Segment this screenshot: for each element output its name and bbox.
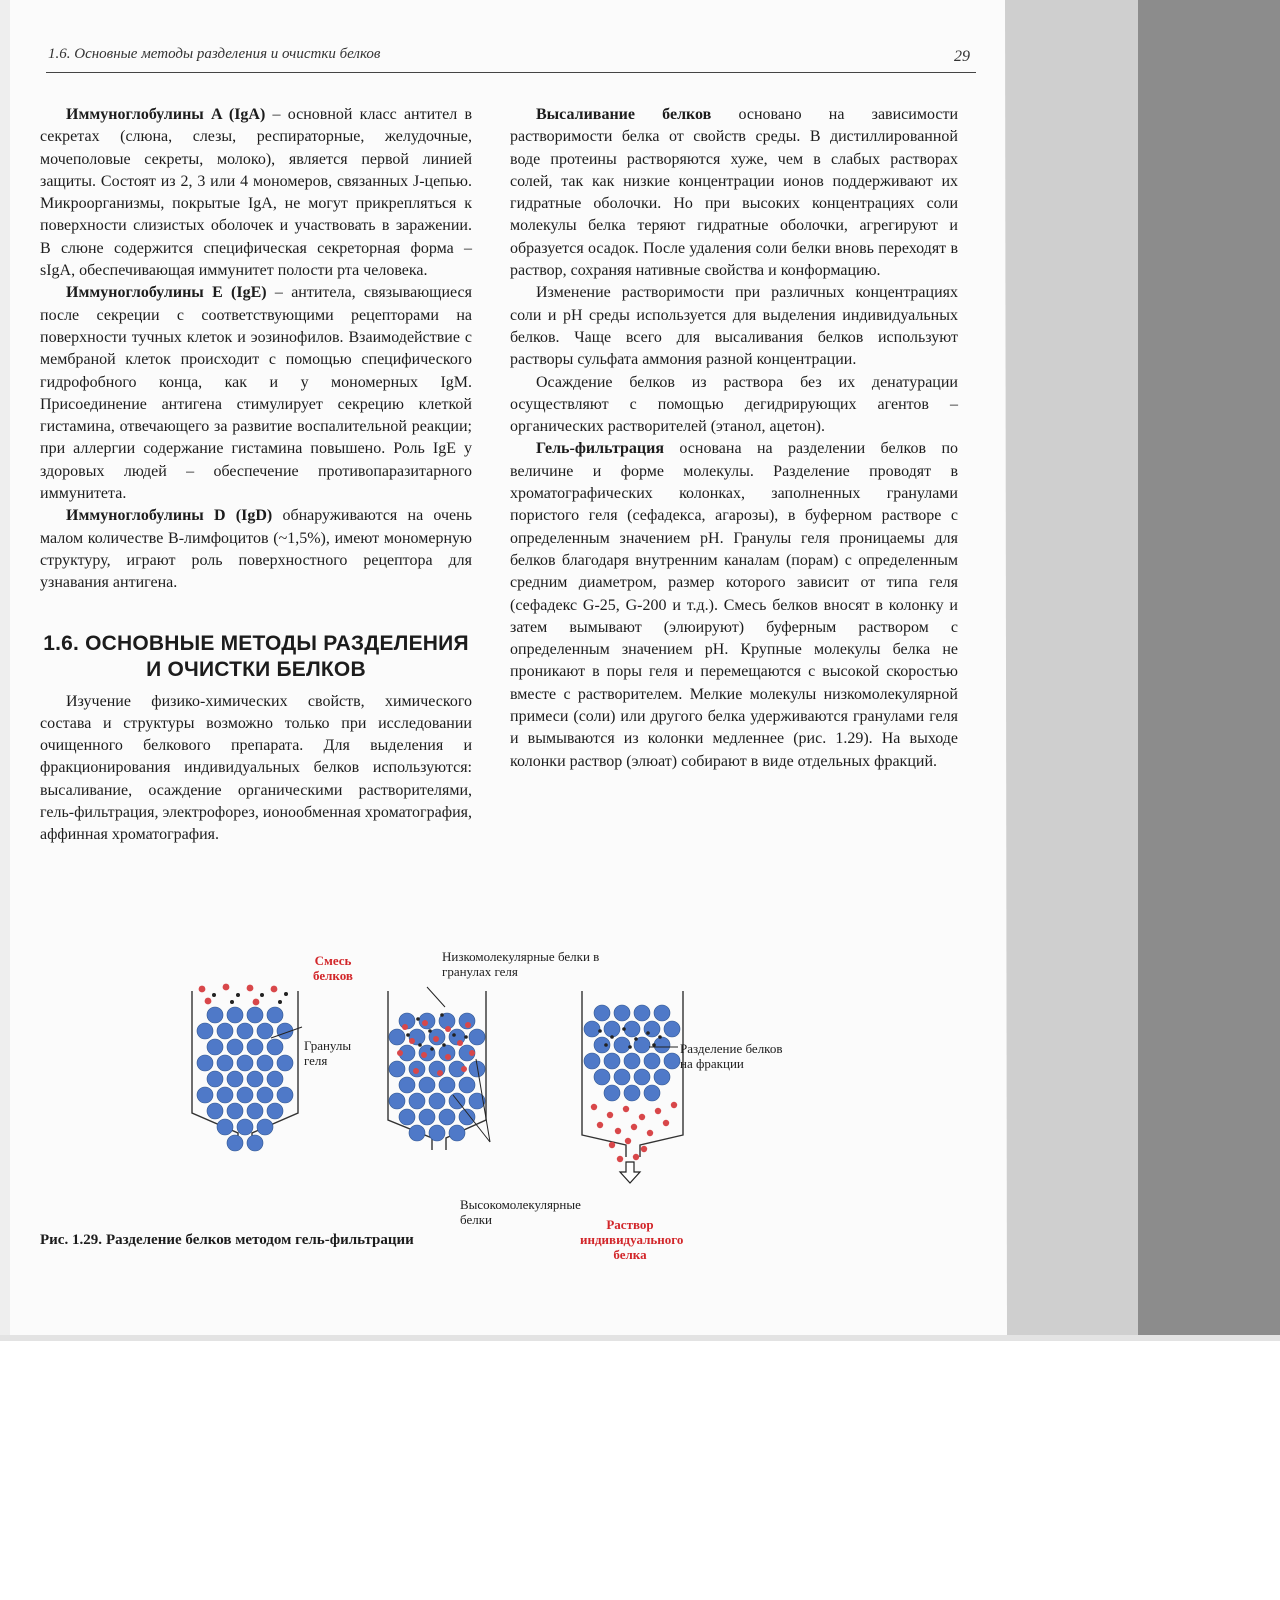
gel-granule [459, 1109, 475, 1125]
high-mw-protein [421, 1052, 427, 1058]
gel-granule [237, 1023, 253, 1039]
gel-granule [257, 1023, 273, 1039]
gel-granule [389, 1029, 405, 1045]
gel-granule [389, 1093, 405, 1109]
gel-granule [237, 1119, 253, 1135]
gel-granule [247, 1103, 263, 1119]
gel-granule [634, 1005, 650, 1021]
solubility-paragraph: Изменение растворимости при различных концентрациях соли и pH среды используется для выделения индивидуальных белков. Чаще всего для высаливания белков используют растворы сульфата аммония разной концентрации. [510, 284, 958, 369]
gel-granule [594, 1005, 610, 1021]
gel-granule [217, 1087, 233, 1103]
ige-paragraph [40, 282, 472, 505]
page-number: 29 [954, 48, 970, 65]
figure-caption [40, 1232, 500, 1249]
section-title: ОСНОВНЫЕ МЕТОДЫ РАЗДЕЛЕНИЯ И ОЧИСТКИ БЕЛКОВ [85, 631, 469, 681]
gel-granule [247, 1007, 263, 1023]
gel-granule [409, 1125, 425, 1141]
high-mw-protein [591, 1104, 597, 1110]
low-mw-protein [418, 1043, 422, 1047]
high-mw-protein [205, 998, 212, 1005]
gel-granule [237, 1087, 253, 1103]
high-mw-protein [397, 1050, 403, 1056]
label-gel-granules: Гранулы геля [304, 1038, 352, 1068]
iga-paragraph [40, 104, 472, 282]
gel-granule [227, 1039, 243, 1055]
gel-granule [594, 1069, 610, 1085]
gel-granule [624, 1053, 640, 1069]
gel-granule [624, 1085, 640, 1101]
low-mw-protein [230, 1000, 234, 1004]
gel-granule [267, 1007, 283, 1023]
low-mw-protein [406, 1033, 410, 1037]
gel-granule [237, 1055, 253, 1071]
gel-granule [469, 1029, 485, 1045]
high-mw-protein [625, 1138, 631, 1144]
ige-text: – антитела, связывающиеся после секреции с соответствующими рецепторами на поверхности тучных клеток и эозинофилов. Взаимодействие с мембраной клеток происходит с помощью специфического гидрофобного конца, как и у мономерных IgM. Присоединение антигена стимулирует секрецию клеткой гистамина, отвечающего за развитие воспалительной реакции; при аллергии содержание гистамина повышено. Роль IgE у здоровых людей – обеспечение противопаразитарного иммунитета. [40, 284, 473, 503]
high-mw-protein [633, 1154, 639, 1160]
high-mw-protein [607, 1112, 613, 1118]
gel-granule [227, 1103, 243, 1119]
gel-granule [419, 1109, 435, 1125]
section-number: 1.6. [43, 631, 80, 655]
label-low-mw-proteins: Низкомолекулярные белки в гранулах геля [442, 949, 600, 979]
gel-granule [197, 1023, 213, 1039]
low-mw-protein [442, 1043, 446, 1047]
low-mw-protein [646, 1031, 650, 1035]
gel-granule [247, 1135, 263, 1151]
gel-granule [664, 1053, 680, 1069]
gel-granule [604, 1085, 620, 1101]
gel-granule [439, 1077, 455, 1093]
high-mw-protein [199, 986, 206, 993]
high-mw-protein [609, 1142, 615, 1148]
gel-granule [277, 1087, 293, 1103]
section-heading [40, 631, 472, 683]
high-mw-protein [445, 1054, 451, 1060]
low-mw-protein [284, 992, 288, 996]
gel-granule [207, 1103, 223, 1119]
gel-granule [459, 1077, 475, 1093]
gel-granule [644, 1053, 660, 1069]
high-mw-protein [409, 1038, 415, 1044]
high-mw-protein [655, 1108, 661, 1114]
gel-granule [257, 1119, 273, 1135]
high-mw-protein [271, 986, 278, 993]
gel-granule [197, 1087, 213, 1103]
label-fraction-separation: Разделение белков на фракции [680, 1041, 783, 1071]
gel-granule [614, 1069, 630, 1085]
running-title: 1.6. Основные методы разделения и очистки белков [48, 46, 381, 62]
low-mw-protein [628, 1045, 632, 1049]
gel-granule [257, 1055, 273, 1071]
salting-paragraph [510, 104, 958, 282]
gel-granule [654, 1069, 670, 1085]
high-mw-protein [631, 1124, 637, 1130]
gel-granule [449, 1125, 465, 1141]
gel-granule [267, 1103, 283, 1119]
gel-granule [644, 1021, 660, 1037]
leader-low-mw [427, 987, 445, 1007]
low-mw-protein [428, 1029, 432, 1033]
gel-granule [267, 1071, 283, 1087]
gel-granule [247, 1071, 263, 1087]
gel-granule [419, 1077, 435, 1093]
label-protein-mix: Смесь белков [313, 953, 353, 983]
beads-layer [197, 984, 680, 1175]
gel-granule [267, 1039, 283, 1055]
high-mw-protein [469, 1050, 475, 1056]
high-mw-protein [663, 1120, 669, 1126]
caption-text: Разделение белков методом гель-фильтрации [105, 1232, 414, 1248]
gel-granule [614, 1005, 630, 1021]
low-mw-protein [598, 1029, 602, 1033]
gel-granule [197, 1055, 213, 1071]
low-mw-protein [440, 1013, 444, 1017]
iga-term: Иммуноглобулины A (IgA) [66, 106, 266, 123]
gel-granule [217, 1119, 233, 1135]
high-mw-protein [597, 1122, 603, 1128]
gel-filtration-diagram [180, 945, 700, 1255]
low-mw-protein [212, 993, 216, 997]
gel-granule [207, 1071, 223, 1087]
low-mw-protein [464, 1035, 468, 1039]
low-mw-protein [604, 1043, 608, 1047]
gel-granule [584, 1053, 600, 1069]
low-mw-protein [260, 993, 264, 997]
low-mw-protein [658, 1035, 662, 1039]
gel-granule [654, 1005, 670, 1021]
gel-granule [654, 1037, 670, 1053]
gel-granule [399, 1077, 415, 1093]
gel-granule [604, 1021, 620, 1037]
gel-term: Гель-фильтрация [536, 440, 664, 458]
high-mw-protein [247, 985, 254, 992]
left-column [40, 104, 472, 847]
gel-granule [584, 1021, 600, 1037]
high-mw-protein [457, 1040, 463, 1046]
high-mw-protein [639, 1114, 645, 1120]
right-column [510, 104, 958, 773]
low-mw-protein [236, 993, 240, 997]
header-divider [46, 72, 976, 73]
gel-granule [227, 1007, 243, 1023]
gel-granule [409, 1093, 425, 1109]
high-mw-protein [422, 1020, 428, 1026]
gel-granule [429, 1093, 445, 1109]
salting-term: Высаливание белков [536, 106, 712, 123]
igd-paragraph [40, 505, 472, 594]
low-mw-protein [278, 1000, 282, 1004]
high-mw-protein [223, 984, 230, 991]
gel-granule [614, 1037, 630, 1053]
high-mw-protein [433, 1036, 439, 1042]
high-mw-protein [402, 1024, 408, 1030]
caption-number: Рис. 1.29. [40, 1232, 102, 1248]
gel-granule [227, 1071, 243, 1087]
precipitation-paragraph: Осаждение белков из раствора без их денатурации осуществляют с помощью дегидрирующих агентов – органических растворителей (этанол, ацетон). [510, 373, 958, 436]
section-intro-paragraph: Изучение физико-химических свойств, химического состава и структуры возможно только при исследовании очищенного белкового препарата. Для выделения и фракционирования индивидуальных белков используются: высаливание, осаждение органическими растворителями, гель-фильтрация, электрофорез, ионообменная хроматография, аффинная хроматография. [40, 692, 472, 844]
gel-granule [644, 1085, 660, 1101]
high-mw-protein [465, 1022, 471, 1028]
down-arrow-icon [620, 1162, 640, 1183]
gel-granule [217, 1055, 233, 1071]
high-mw-protein [445, 1026, 451, 1032]
gel-granule [439, 1109, 455, 1125]
high-mw-protein [647, 1130, 653, 1136]
high-mw-protein [461, 1066, 467, 1072]
gel-granule [227, 1135, 243, 1151]
gel-granule [634, 1069, 650, 1085]
high-mw-protein [437, 1070, 443, 1076]
igd-text: обнаруживаются на очень малом количестве B-лимфоцитов (~1,5%), имеют мономерную структуру, играют роль поверхностного рецептора для узнавания антигена. [40, 507, 473, 592]
gel-text: основана на разделении белков по величине и форме молекулы. Разделение проводят в хроматографических колонках, заполненных гранулами пористого геля (сефадекса, агарозы), в буферном растворе с определенным значением pH. Гранулы геля проницаемы для белков благодаря внутренним каналам (порам) с определенным средним диаметром, размер которого зависит от типа геля (сефадекс G-25, G-200 и т.д.). Смесь белков вносят в колонку и затем вымывают (элюируют) буферным раствором с определенным значением pH. Крупные молекулы белка не проникают в поры геля и перемещаются с высокой скоростью вместе с растворителем. Мелкие молекулы низкомолекулярной примеси (соли) или другого белка удерживаются гранулами геля и вымываются из колонки медленнее (рис. 1.29). На выходе колонки раствор (элюат) собирают в виде отдельных фракций. [510, 440, 958, 770]
gel-granule [257, 1087, 273, 1103]
high-mw-protein [623, 1106, 629, 1112]
gel-granule [399, 1109, 415, 1125]
high-mw-protein [671, 1102, 677, 1108]
low-mw-protein [634, 1037, 638, 1041]
gel-granule [664, 1021, 680, 1037]
high-mw-protein [253, 999, 260, 1006]
gel-filtration-paragraph [510, 438, 958, 772]
gel-granule [217, 1023, 233, 1039]
gel-granule [429, 1125, 445, 1141]
high-mw-protein [413, 1068, 419, 1074]
low-mw-protein [622, 1027, 626, 1031]
label-high-mw-proteins: Высокомолекулярные белки [460, 1197, 581, 1227]
low-mw-protein [610, 1035, 614, 1039]
gel-granule [429, 1061, 445, 1077]
gel-granule [247, 1039, 263, 1055]
low-mw-protein [452, 1033, 456, 1037]
low-mw-protein [652, 1043, 656, 1047]
high-mw-protein [615, 1128, 621, 1134]
igd-term: Иммуноглобулины D (IgD) [66, 507, 273, 525]
label-individual-protein: Раствор индивидуального белка [580, 1217, 684, 1262]
gel-granule [277, 1055, 293, 1071]
gel-granule [624, 1021, 640, 1037]
gel-filtration-figure [180, 945, 783, 1262]
high-mw-protein [617, 1156, 623, 1162]
low-mw-protein [430, 1047, 434, 1051]
high-mw-protein [641, 1146, 647, 1152]
gel-granule [604, 1053, 620, 1069]
ige-term: Иммуноглобулины E (IgE) [66, 284, 267, 302]
gel-granule [389, 1061, 405, 1077]
low-mw-protein [416, 1017, 420, 1021]
iga-text: – основной класс антител в секретах (слюна, слезы, респираторные, желудочные, мочеполовые секреты, молоко), является первой линией защиты. Состоят из 2, 3 или 4 мономеров, связанных J-цепью. Микроорганизмы, покрытые IgA, не могут прикрепляться к поверхности слизистых оболочек и участвовать в заражении. В слюне содержится специфическая секреторная форма – sIgA, обеспечивающая иммунитет полости рта человека. [40, 106, 472, 280]
salting-text: основано на зависимости растворимости белка от свойств среды. В дистиллированной воде протеины растворяются хуже, чем в слабых растворах солей, так как низкие концентрации ионов поддерживают их гидратные оболочки. Но при высоких концентрациях соли молекулы белка теряют гидратные оболочки, агрегируют и образуется осадок. После удаления соли белки вновь переходят в раствор, сохраняя нативные свойства и конформацию. [510, 106, 958, 280]
gel-granule [207, 1007, 223, 1023]
gel-granule [207, 1039, 223, 1055]
